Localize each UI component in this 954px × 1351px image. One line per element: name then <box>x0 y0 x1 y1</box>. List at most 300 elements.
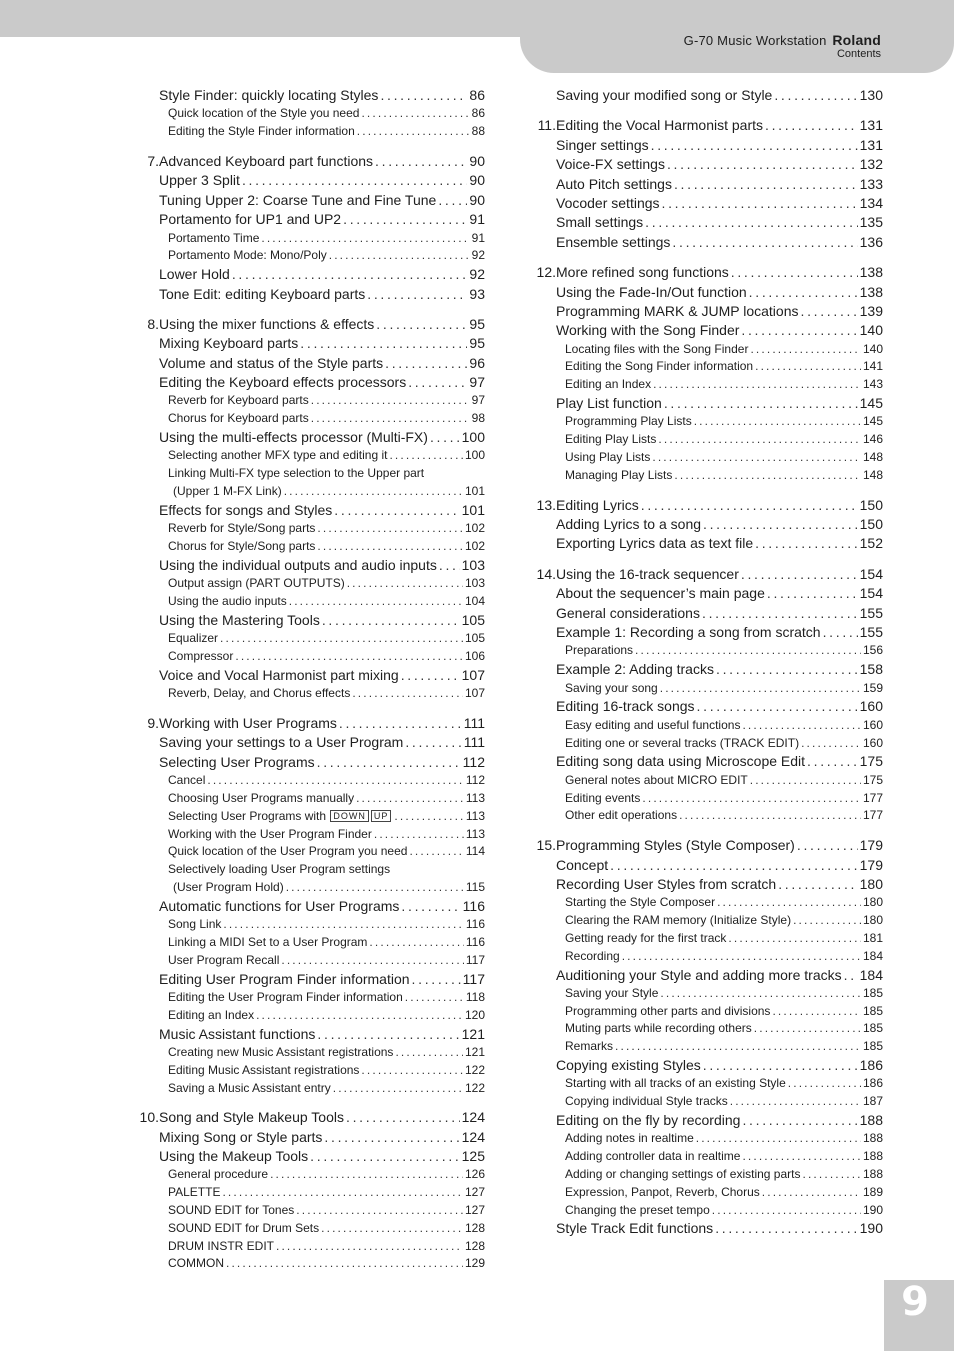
toc-subsection-entry[interactable] <box>133 1080 485 1098</box>
toc-section-entry[interactable] <box>530 175 883 194</box>
leader-dots <box>641 496 858 515</box>
toc-section-entry[interactable] <box>530 856 883 875</box>
header-title <box>684 32 881 48</box>
page-ref: 184 <box>859 966 883 983</box>
toc-chapter-entry[interactable] <box>530 496 883 515</box>
toc-section-entry[interactable] <box>133 611 485 630</box>
toc-section-entry[interactable] <box>133 970 485 989</box>
leader-dots <box>703 515 858 534</box>
toc-subsection-entry[interactable] <box>530 1184 883 1202</box>
leader-dots <box>762 1184 861 1202</box>
toc-section-entry[interactable] <box>133 210 485 229</box>
page-number: 9 <box>901 1279 929 1325</box>
toc-subsection-entry[interactable] <box>133 410 485 428</box>
leader-dots <box>667 155 858 174</box>
toc-section-entry[interactable] <box>530 136 883 155</box>
toc-subsection-entry[interactable] <box>133 826 485 844</box>
entry-title: Editing the Style Finder information <box>168 124 355 139</box>
leader-dots <box>375 152 467 171</box>
entry-title: (Upper 1 M-FX Link) <box>173 484 282 499</box>
entry-title: Saving your settings to a User Program <box>159 734 404 751</box>
toc-chapter <box>530 116 883 252</box>
entry-title: Upper 3 Split <box>159 172 240 189</box>
toc-subsection-entry[interactable] <box>133 447 485 465</box>
page-ref: 188 <box>862 1167 883 1182</box>
page-ref: 111 <box>463 734 485 751</box>
entry-title: Other edit operations <box>565 808 678 823</box>
page-ref: 97 <box>471 393 485 408</box>
leader-dots <box>367 285 467 304</box>
toc-subsection-entry[interactable] <box>530 1038 883 1056</box>
entry-title: About the sequencer’s main page <box>556 585 765 602</box>
page-ref: 160 <box>859 698 883 715</box>
toc-section-entry[interactable] <box>530 604 883 623</box>
leader-dots <box>317 1025 459 1044</box>
page-ref: 102 <box>464 539 485 554</box>
page-ref: 188 <box>859 1112 883 1129</box>
page-ref: 145 <box>862 414 883 429</box>
toc-subsection-entry[interactable] <box>530 358 883 376</box>
page-ref: 143 <box>862 377 883 392</box>
toc-subsection-entry[interactable] <box>530 680 883 698</box>
entry-title: Vocoder settings <box>556 194 660 211</box>
leader-dots <box>844 966 858 985</box>
leader-dots <box>716 660 858 679</box>
entry-title: Editing Music Assistant registrations <box>168 1062 360 1077</box>
leader-dots <box>742 1111 857 1130</box>
toc-subsection-entry[interactable] <box>530 1202 883 1220</box>
leader-dots <box>333 1080 463 1098</box>
entry-title: More refined song functions <box>556 264 729 281</box>
entry-title: Selectively loading User Program settings <box>168 862 391 877</box>
toc-subsection-entry[interactable] <box>133 483 485 501</box>
toc-subsection-entry[interactable] <box>133 934 485 952</box>
toc-subsection-entry[interactable] <box>133 790 485 808</box>
toc-section-entry[interactable] <box>133 733 485 752</box>
page-ref: 186 <box>859 1057 883 1074</box>
leader-dots <box>380 86 467 105</box>
leader-dots <box>749 283 858 302</box>
toc-section-entry[interactable] <box>133 171 485 190</box>
toc-subsection-entry[interactable] <box>133 989 485 1007</box>
page-ref: 112 <box>465 773 485 788</box>
toc-subsection-entry[interactable] <box>133 230 485 248</box>
toc-section-entry[interactable] <box>530 302 883 321</box>
toc-subsection-entry[interactable] <box>133 843 485 861</box>
toc-subsection-entry[interactable] <box>530 1166 883 1184</box>
page-ref: 160 <box>862 717 883 732</box>
toc-subsection-entry[interactable] <box>530 948 883 966</box>
toc-subsection-entry[interactable] <box>133 1255 485 1273</box>
entry-title: Style Finder: quickly locating Styles <box>159 87 379 103</box>
leader-dots <box>712 1202 861 1220</box>
page-ref: 146 <box>862 432 883 447</box>
toc-subsection-entry[interactable] <box>133 520 485 538</box>
page-ref: 116 <box>462 897 485 914</box>
toc-subsection-entry[interactable] <box>133 861 485 879</box>
toc-subsection-entry[interactable] <box>530 1093 883 1111</box>
entry-title: Saving your modified song or Style <box>556 87 773 103</box>
toc-chapter-entry[interactable] <box>133 714 485 733</box>
leader-dots <box>715 1219 857 1238</box>
toc-section-entry[interactable] <box>530 534 883 553</box>
toc-subsection-entry[interactable] <box>530 1130 883 1148</box>
toc-section-entry[interactable] <box>133 354 485 373</box>
toc-section-entry[interactable] <box>133 265 485 284</box>
page-ref: 152 <box>859 535 883 552</box>
toc-subsection-entry[interactable] <box>133 1220 485 1238</box>
toc-subsection-entry[interactable] <box>530 790 883 808</box>
toc-section-entry[interactable] <box>530 752 883 771</box>
leader-dots <box>672 233 857 252</box>
toc-chapter <box>133 315 485 703</box>
toc-subsection-entry[interactable] <box>133 1184 485 1202</box>
toc-section-entry[interactable] <box>133 428 485 447</box>
leader-dots <box>412 970 461 989</box>
page-ref: 188 <box>862 1149 883 1164</box>
page-ref: 155 <box>859 604 883 621</box>
toc-subsection-entry[interactable] <box>133 879 485 897</box>
leader-dots <box>339 714 462 733</box>
leader-dots <box>376 315 467 334</box>
toc-section-entry[interactable] <box>133 86 485 105</box>
page-ref: 181 <box>862 930 883 945</box>
toc-chapter-entry[interactable] <box>133 315 485 334</box>
toc-subsection-entry[interactable] <box>133 952 485 970</box>
page-ref: 138 <box>859 283 883 300</box>
page-ref: 103 <box>461 556 485 573</box>
toc-section-entry[interactable] <box>133 373 485 392</box>
toc-chapter-entry[interactable] <box>530 263 883 282</box>
toc-subsection-entry[interactable] <box>133 392 485 410</box>
entry-title: Easy editing and useful functions <box>565 717 741 732</box>
toc-subsection-entry[interactable] <box>530 642 883 660</box>
leader-dots <box>797 836 858 855</box>
toc-subsection-entry[interactable] <box>133 538 485 556</box>
entry-title: Using the audio inputs <box>168 594 287 609</box>
page-ref: 189 <box>862 1184 883 1199</box>
toc-right-column <box>530 86 883 1250</box>
page-ref: 136 <box>859 233 883 250</box>
toc-section-entry[interactable] <box>530 1111 883 1130</box>
toc-subsection-entry[interactable] <box>133 1166 485 1184</box>
toc-section-entry[interactable] <box>133 334 485 353</box>
toc-section-entry[interactable] <box>530 194 883 213</box>
entry-title: (User Program Hold) <box>173 879 284 894</box>
entry-title: Reverb, Delay, and Chorus effects <box>168 686 351 701</box>
toc-subsection-entry[interactable] <box>530 431 883 449</box>
toc-section-entry[interactable] <box>530 213 883 232</box>
toc-section-entry[interactable] <box>530 1056 883 1075</box>
leader-dots <box>802 1166 860 1184</box>
toc-subsection-entry[interactable] <box>133 1044 485 1062</box>
toc-section-entry[interactable] <box>133 556 485 575</box>
chapter-number: 14. <box>536 565 556 582</box>
page-ref: 100 <box>464 448 485 463</box>
toc-chapter-entry[interactable] <box>133 1108 485 1127</box>
entry-title: Muting parts while recording others <box>565 1021 752 1036</box>
toc-section-entry[interactable] <box>530 584 883 603</box>
up-key-icon: UP <box>371 810 392 822</box>
toc-subsection-entry[interactable] <box>530 449 883 467</box>
toc-chapter-entry[interactable] <box>530 565 883 584</box>
entry-title: Example 1: Recording a song from scratch <box>556 624 821 640</box>
entry-title: Advanced Keyboard part functions <box>159 152 374 169</box>
page-ref: 148 <box>862 467 883 482</box>
page-ref: 107 <box>464 686 485 701</box>
toc-subsection-entry[interactable] <box>530 807 883 825</box>
toc-subsection-entry[interactable] <box>530 341 883 359</box>
leader-dots <box>232 265 468 284</box>
leader-dots <box>778 875 857 894</box>
entry-title: Auditioning your Style and adding more tracks <box>556 966 842 983</box>
toc-subsection-entry[interactable] <box>133 808 485 826</box>
toc-subsection-entry[interactable] <box>133 1062 485 1080</box>
page-ref: 98 <box>471 411 485 426</box>
toc-section-entry[interactable] <box>530 321 883 340</box>
toc-subsection-entry[interactable] <box>530 1148 883 1166</box>
entry-title: Editing an Index <box>168 1007 255 1022</box>
toc-section-entry[interactable] <box>133 753 485 772</box>
page-ref: 128 <box>464 1220 485 1235</box>
entry-title: Programming Styles (Style Composer) <box>556 837 795 854</box>
entry-title: Adding notes in realtime <box>565 1131 694 1146</box>
page-ref: 179 <box>859 837 883 854</box>
leader-dots <box>405 989 464 1007</box>
leader-dots <box>730 1093 861 1111</box>
toc-chapter-entry[interactable] <box>530 836 883 855</box>
toc-section-entry[interactable] <box>133 1025 485 1044</box>
leader-dots <box>223 916 463 934</box>
leader-dots <box>645 213 857 232</box>
page-ref: 90 <box>469 191 485 208</box>
page-ref: 91 <box>471 230 485 245</box>
entry-title: Adding Lyrics to a song <box>556 516 702 533</box>
entry-title: Output assign (PART OUTPUTS) <box>168 576 345 591</box>
toc-subsection-entry[interactable] <box>530 772 883 790</box>
toc-subsection-entry[interactable] <box>530 1020 883 1038</box>
toc-subsection-entry[interactable] <box>133 916 485 934</box>
toc-section-entry[interactable] <box>530 875 883 894</box>
page-ref: 105 <box>464 631 485 646</box>
leader-dots <box>343 210 467 229</box>
chapter-number: 12. <box>536 264 556 281</box>
page-ref: 138 <box>859 264 883 281</box>
toc-subsection-entry[interactable] <box>530 894 883 912</box>
toc-chapter-entry[interactable] <box>133 152 485 171</box>
entry-title: Working with the Song Finder <box>556 322 740 339</box>
page-ref: 101 <box>464 484 485 499</box>
leader-dots <box>702 604 858 623</box>
toc-section-entry[interactable] <box>530 966 883 985</box>
entry-title: Remarks <box>565 1039 614 1054</box>
leader-dots <box>741 321 857 340</box>
page-ref: 186 <box>862 1076 883 1091</box>
page-ref: 112 <box>462 753 485 770</box>
entry-title: Programming Play Lists <box>565 414 692 429</box>
entry-title: General considerations <box>556 604 700 621</box>
page-ref: 113 <box>465 826 485 841</box>
entry-title: Editing the User Program Finder information <box>168 989 403 1004</box>
toc-subsection-entry[interactable] <box>530 413 883 431</box>
toc-section-entry[interactable] <box>530 697 883 716</box>
entry-title: Selecting User Programs with DOWN UP <box>168 808 392 826</box>
page-ref: 180 <box>862 913 883 928</box>
leader-dots <box>289 593 463 611</box>
toc-subsection-entry[interactable] <box>133 648 485 666</box>
toc-chapter <box>133 714 485 1097</box>
page-ref: 131 <box>859 136 883 153</box>
entry-title: Starting with all tracks of an existing Style <box>565 1076 786 1091</box>
entry-title: PALETTE <box>168 1185 221 1200</box>
entry-title: Mixing Song or Style parts <box>159 1128 323 1145</box>
toc-section-entry[interactable] <box>133 666 485 685</box>
toc-subsection-entry[interactable] <box>530 1075 883 1093</box>
leader-dots <box>622 948 861 966</box>
toc-subsection-entry[interactable] <box>530 930 883 948</box>
page-ref: 140 <box>862 341 883 356</box>
page-ref: 92 <box>471 248 485 263</box>
entry-title: Expression, Panpot, Reverb, Chorus <box>565 1184 760 1199</box>
toc-subsection-entry[interactable] <box>133 1007 485 1025</box>
toc-subsection-entry[interactable] <box>133 247 485 265</box>
toc-subsection-entry[interactable] <box>133 1238 485 1256</box>
page-ref: 185 <box>862 1003 883 1018</box>
toc-subsection-entry[interactable] <box>530 912 883 930</box>
entry-title: Editing events <box>565 790 641 805</box>
toc-section-entry[interactable] <box>530 660 883 679</box>
entry-title: Choosing User Programs manually <box>168 790 355 805</box>
leader-dots <box>793 912 861 930</box>
page-ref: 129 <box>464 1256 485 1271</box>
toc-subsection-entry[interactable] <box>133 772 485 790</box>
toc-section-entry[interactable] <box>133 1128 485 1147</box>
leader-dots <box>352 685 463 703</box>
page-ref: 139 <box>859 302 883 319</box>
toc-chapter-entry[interactable] <box>530 116 883 135</box>
leader-dots <box>276 1238 463 1256</box>
page-ref: 132 <box>859 156 883 173</box>
toc-subsection-entry[interactable] <box>530 717 883 735</box>
page-ref: 92 <box>469 266 485 283</box>
entry-title: Creating new Music Assistant registrations <box>168 1044 394 1059</box>
leader-dots <box>310 1147 459 1166</box>
entry-title: Editing Lyrics <box>556 496 639 513</box>
leader-dots <box>717 894 861 912</box>
entry-title: Portamento Time <box>168 230 260 245</box>
leader-dots <box>754 1020 861 1038</box>
toc-section-entry[interactable] <box>530 233 883 252</box>
toc-subsection-entry[interactable] <box>133 123 485 141</box>
toc-section-entry[interactable] <box>530 623 883 642</box>
entry-title: Changing the preset tempo <box>565 1202 710 1217</box>
entry-title: Locating files with the Song Finder <box>565 341 749 356</box>
toc-subsection-entry[interactable] <box>530 467 883 485</box>
toc-subsection-entry[interactable] <box>133 593 485 611</box>
toc-subsection-entry[interactable] <box>530 985 883 1003</box>
page-ref: 114 <box>465 844 485 859</box>
leader-dots <box>694 413 861 431</box>
toc-subsection-entry[interactable] <box>133 105 485 123</box>
entry-title: Recording <box>565 948 620 963</box>
entry-title: Concept <box>556 856 609 873</box>
entry-title: Editing Play Lists <box>565 432 657 447</box>
toc-section-entry[interactable] <box>530 155 883 174</box>
toc-subsection-entry[interactable] <box>133 685 485 703</box>
entry-title: Cancel <box>168 773 206 788</box>
leader-dots <box>385 354 467 373</box>
page-ref: 102 <box>464 521 485 536</box>
page-ref: 86 <box>469 87 485 103</box>
leader-dots <box>317 520 463 538</box>
leader-dots <box>317 538 463 556</box>
leader-dots <box>765 116 858 135</box>
toc-subsection-entry[interactable] <box>133 465 485 483</box>
toc-section-entry[interactable] <box>133 285 485 304</box>
entry-title: Exporting Lyrics data as text file <box>556 535 754 552</box>
entry-title: Preparations <box>565 643 634 658</box>
chapter-number: 15. <box>536 837 556 854</box>
down-key-icon: DOWN <box>330 810 369 822</box>
leader-dots <box>774 86 857 105</box>
entry-title: Portamento for UP1 and UP2 <box>159 211 342 228</box>
toc-subsection-entry[interactable] <box>133 575 485 593</box>
page-number-tab <box>884 1280 954 1351</box>
entry-title: Editing song data using Microscope Edit <box>556 753 806 770</box>
toc-subsection-entry[interactable] <box>530 376 883 394</box>
leader-dots <box>662 194 858 213</box>
toc-section-entry[interactable] <box>133 191 485 210</box>
leader-dots <box>374 826 464 844</box>
toc-subsection-entry[interactable] <box>530 1003 883 1021</box>
leader-dots <box>823 623 858 642</box>
leader-dots <box>742 717 861 735</box>
page-ref: 179 <box>859 856 883 873</box>
entry-title: Quick location of the User Program you need <box>168 844 408 859</box>
leader-dots <box>409 843 463 861</box>
toc-section-entry[interactable] <box>530 1219 883 1238</box>
leader-dots <box>660 985 861 1003</box>
page-ref: 125 <box>461 1148 485 1165</box>
page-ref: 185 <box>862 1039 883 1054</box>
toc-subsection-entry[interactable] <box>133 630 485 648</box>
page-ref: 122 <box>464 1080 485 1095</box>
toc-section-entry[interactable] <box>133 897 485 916</box>
entry-title: Editing 16-track songs <box>556 698 695 715</box>
page-ref: 133 <box>859 175 883 192</box>
page-ref: 113 <box>465 790 485 805</box>
page-ref: 116 <box>465 934 485 949</box>
chapter-number: 9. <box>147 715 159 731</box>
toc-subsection-entry[interactable] <box>133 1202 485 1220</box>
leader-dots <box>807 752 858 771</box>
entry-title: SOUND EDIT for Tones <box>168 1203 295 1218</box>
entry-title: General procedure <box>168 1167 269 1182</box>
toc-section-entry[interactable] <box>530 283 883 302</box>
entry-title: Adding or changing settings of existing parts <box>565 1167 801 1182</box>
toc-section-entry[interactable] <box>133 501 485 520</box>
leader-dots <box>801 735 861 753</box>
chapter-number: 11. <box>537 117 556 134</box>
toc-section-entry[interactable] <box>133 1147 485 1166</box>
leader-dots <box>395 1044 463 1062</box>
page-ref: 175 <box>862 772 883 787</box>
toc-section-entry[interactable] <box>530 515 883 534</box>
toc-section-entry[interactable] <box>530 394 883 413</box>
page-ref: 150 <box>859 516 883 533</box>
toc-subsection-entry[interactable] <box>530 735 883 753</box>
toc-section-entry[interactable] <box>530 86 883 105</box>
